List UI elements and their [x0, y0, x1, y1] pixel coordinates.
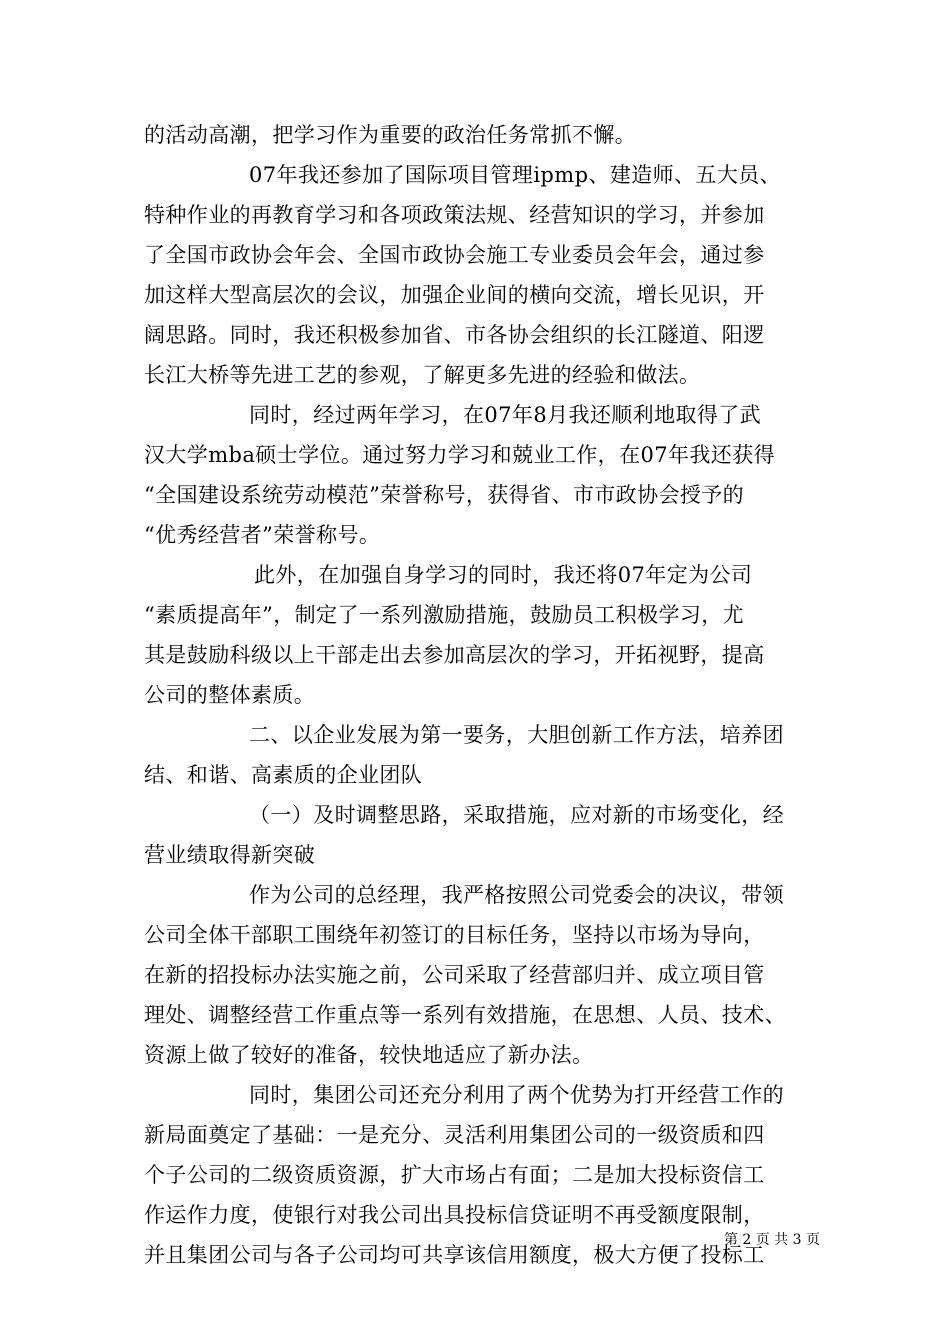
text-line: 新局面奠定了基础：一是充分、灵活利用集团公司的一级资质和四: [144, 1123, 765, 1147]
text-line: 个子公司的二级资质资源，扩大市场占有面；二是加大投标资信工: [144, 1163, 765, 1187]
text-line: 资源上做了较好的准备，较快地适应了新办法。: [144, 1043, 594, 1067]
text-line: 阔思路。同时，我还积极参加省、市各协会组织的长江隧道、阳逻: [144, 323, 765, 347]
section-heading: 二、以企业发展为第一要务，大胆创新工作方法，培养团: [249, 723, 784, 747]
subsection-heading: 营业绩取得新突破: [144, 843, 316, 867]
text-line: 此外，在加强自身学习的同时，我还将07年定为公司: [254, 563, 753, 587]
text-line: 作为公司的总经理，我严格按照公司党委会的决议，带领: [249, 883, 784, 907]
section-heading: 结、和谐、高素质的企业团队: [144, 763, 423, 787]
text-line: 公司的整体素质。: [144, 683, 316, 707]
text-line: 其是鼓励科级以上干部走出去参加高层次的学习，开拓视野，提高: [144, 643, 765, 667]
text-line: 特种作业的再教育学习和各项政策法规、经营知识的学习，并参加: [144, 203, 765, 227]
text-line: 理处、调整经营工作重点等一系列有效措施，在思想、人员、技术、: [144, 1003, 786, 1027]
text-line: 并且集团公司与各子公司均可共享该信用额度，极大方便了投标工: [144, 1243, 765, 1267]
text-line: “优秀经营者”荣誉称号。: [144, 523, 381, 547]
text-line: “素质提高年”，制定了一系列激励措施，鼓励员工积极学习，尤: [144, 603, 745, 627]
page-number-footer: 第 2 页 共 3 页: [723, 1232, 820, 1248]
subsection-heading: （一）及时调整思路，采取措施，应对新的市场变化，经: [249, 803, 784, 827]
text-line: 07年我还参加了国际项目管理ipmp、建造师、五大员、: [249, 163, 782, 187]
text-line: 了全国市政协会年会、全国市政协会施工专业委员会年会，通过参: [144, 243, 765, 267]
text-line: 在新的招投标办法实施之前，公司采取了经营部归并、成立项目管: [144, 963, 765, 987]
text-line: 长江大桥等先进工艺的参观，了解更多先进的经验和做法。: [144, 363, 701, 387]
text-line: “全国建设系统劳动模范”荣誉称号，获得省、市市政协会授予的: [144, 483, 745, 507]
text-line: 汉大学mba硕士学位。通过努力学习和兢业工作，在07年我还获得: [144, 443, 775, 467]
text-line: 的活动高潮，把学习作为重要的政治任务常抓不懈。: [144, 123, 637, 147]
text-line: 作运作力度，使银行对我公司出具投标信贷证明不再受额度限制，: [144, 1203, 765, 1227]
text-line: 公司全体干部职工围绕年初签订的目标任务，坚持以市场为导向，: [144, 923, 765, 947]
text-line: 加这样大型高层次的会议，加强企业间的横向交流，增长见识，开: [144, 283, 765, 307]
text-line: 同时，集团公司还充分利用了两个优势为打开经营工作的: [249, 1083, 784, 1107]
text-line: 同时，经过两年学习，在07年8月我还顺利地取得了武: [249, 403, 762, 427]
